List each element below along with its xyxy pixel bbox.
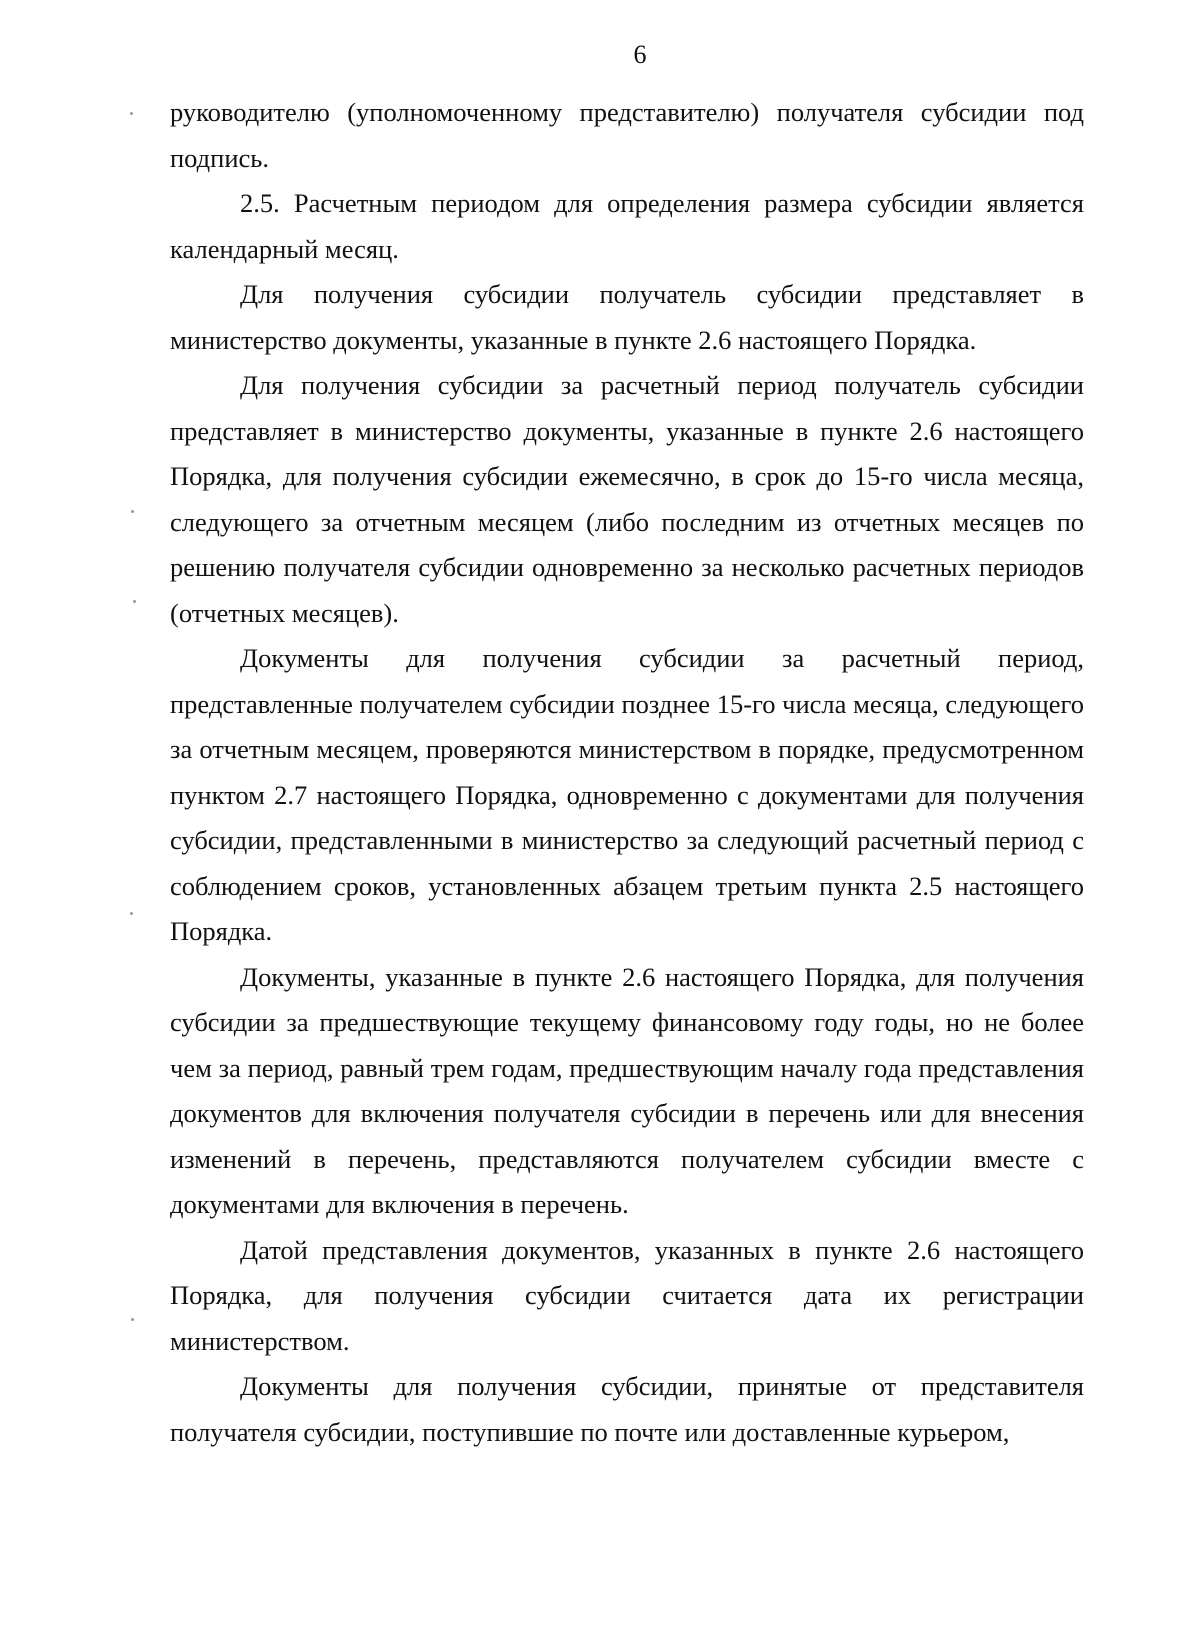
paragraph: Датой представления документов, указанных в пункте 2.6 настоящего Порядка, для получения субсидии считается дата их регистрации министерством.: [170, 1234, 1084, 1356]
paragraph-2-5: 2.5. Расчетным периодом для определения размера субсидии является календарный месяц.: [170, 188, 1084, 264]
scan-speck: [130, 112, 133, 115]
paragraph: Для получения субсидии получатель субсидии представляет в министерство документы, указанные в пункте 2.6 настоящего Порядка.: [170, 279, 1084, 355]
page-number: 6: [633, 40, 647, 69]
paragraph: Документы для получения субсидии, принятые от представителя получателя субсидии, поступившие по почте или доставленные курьером,: [170, 1371, 1084, 1447]
scan-speck: [131, 510, 134, 513]
paragraph: Документы, указанные в пункте 2.6 настоящего Порядка, для получения субсидии за предшествующие текущему финансовому году годы, но не более чем за период, равный трем годам, предшествующим началу года представления документов для включения получателя субсидии в перечень или для внесения изменений в перечень, представляются получателем субсидии вместе с документами для включения в перечень.: [170, 961, 1084, 1219]
document-body: [170, 90, 1084, 1455]
scan-speck: [131, 1318, 134, 1321]
paragraph: Для получения субсидии за расчетный период получатель субсидии представляет в министерство документы, указанные в пункте 2.6 настоящего Порядка, для получения субсидии ежемесячно, в срок до 15-го числа месяца, следующего за отчетным месяцем (либо последним из отчетных месяцев по решению получателя субсидии одновременно за несколько расчетных периодов (отчетных месяцев).: [170, 370, 1084, 628]
paragraph: Документы для получения субсидии за расчетный период, представленные получателем субсидии позднее 15-го числа месяца, следующего за отчетным месяцем, проверяются министерством в порядке, предусмотренном пунктом 2.7 настоящего Порядка, одновременно с документами для получения субсидии, представленными в министерство за следующий расчетный период с соблюдением сроков, установленных абзацем третьим пункта 2.5 настоящего Порядка.: [170, 643, 1084, 946]
scan-speck: [133, 600, 136, 603]
scan-speck: [130, 912, 133, 915]
paragraph-continuation: руководителю (уполномоченному представителю) получателя субсидии под подпись.: [170, 97, 1084, 173]
